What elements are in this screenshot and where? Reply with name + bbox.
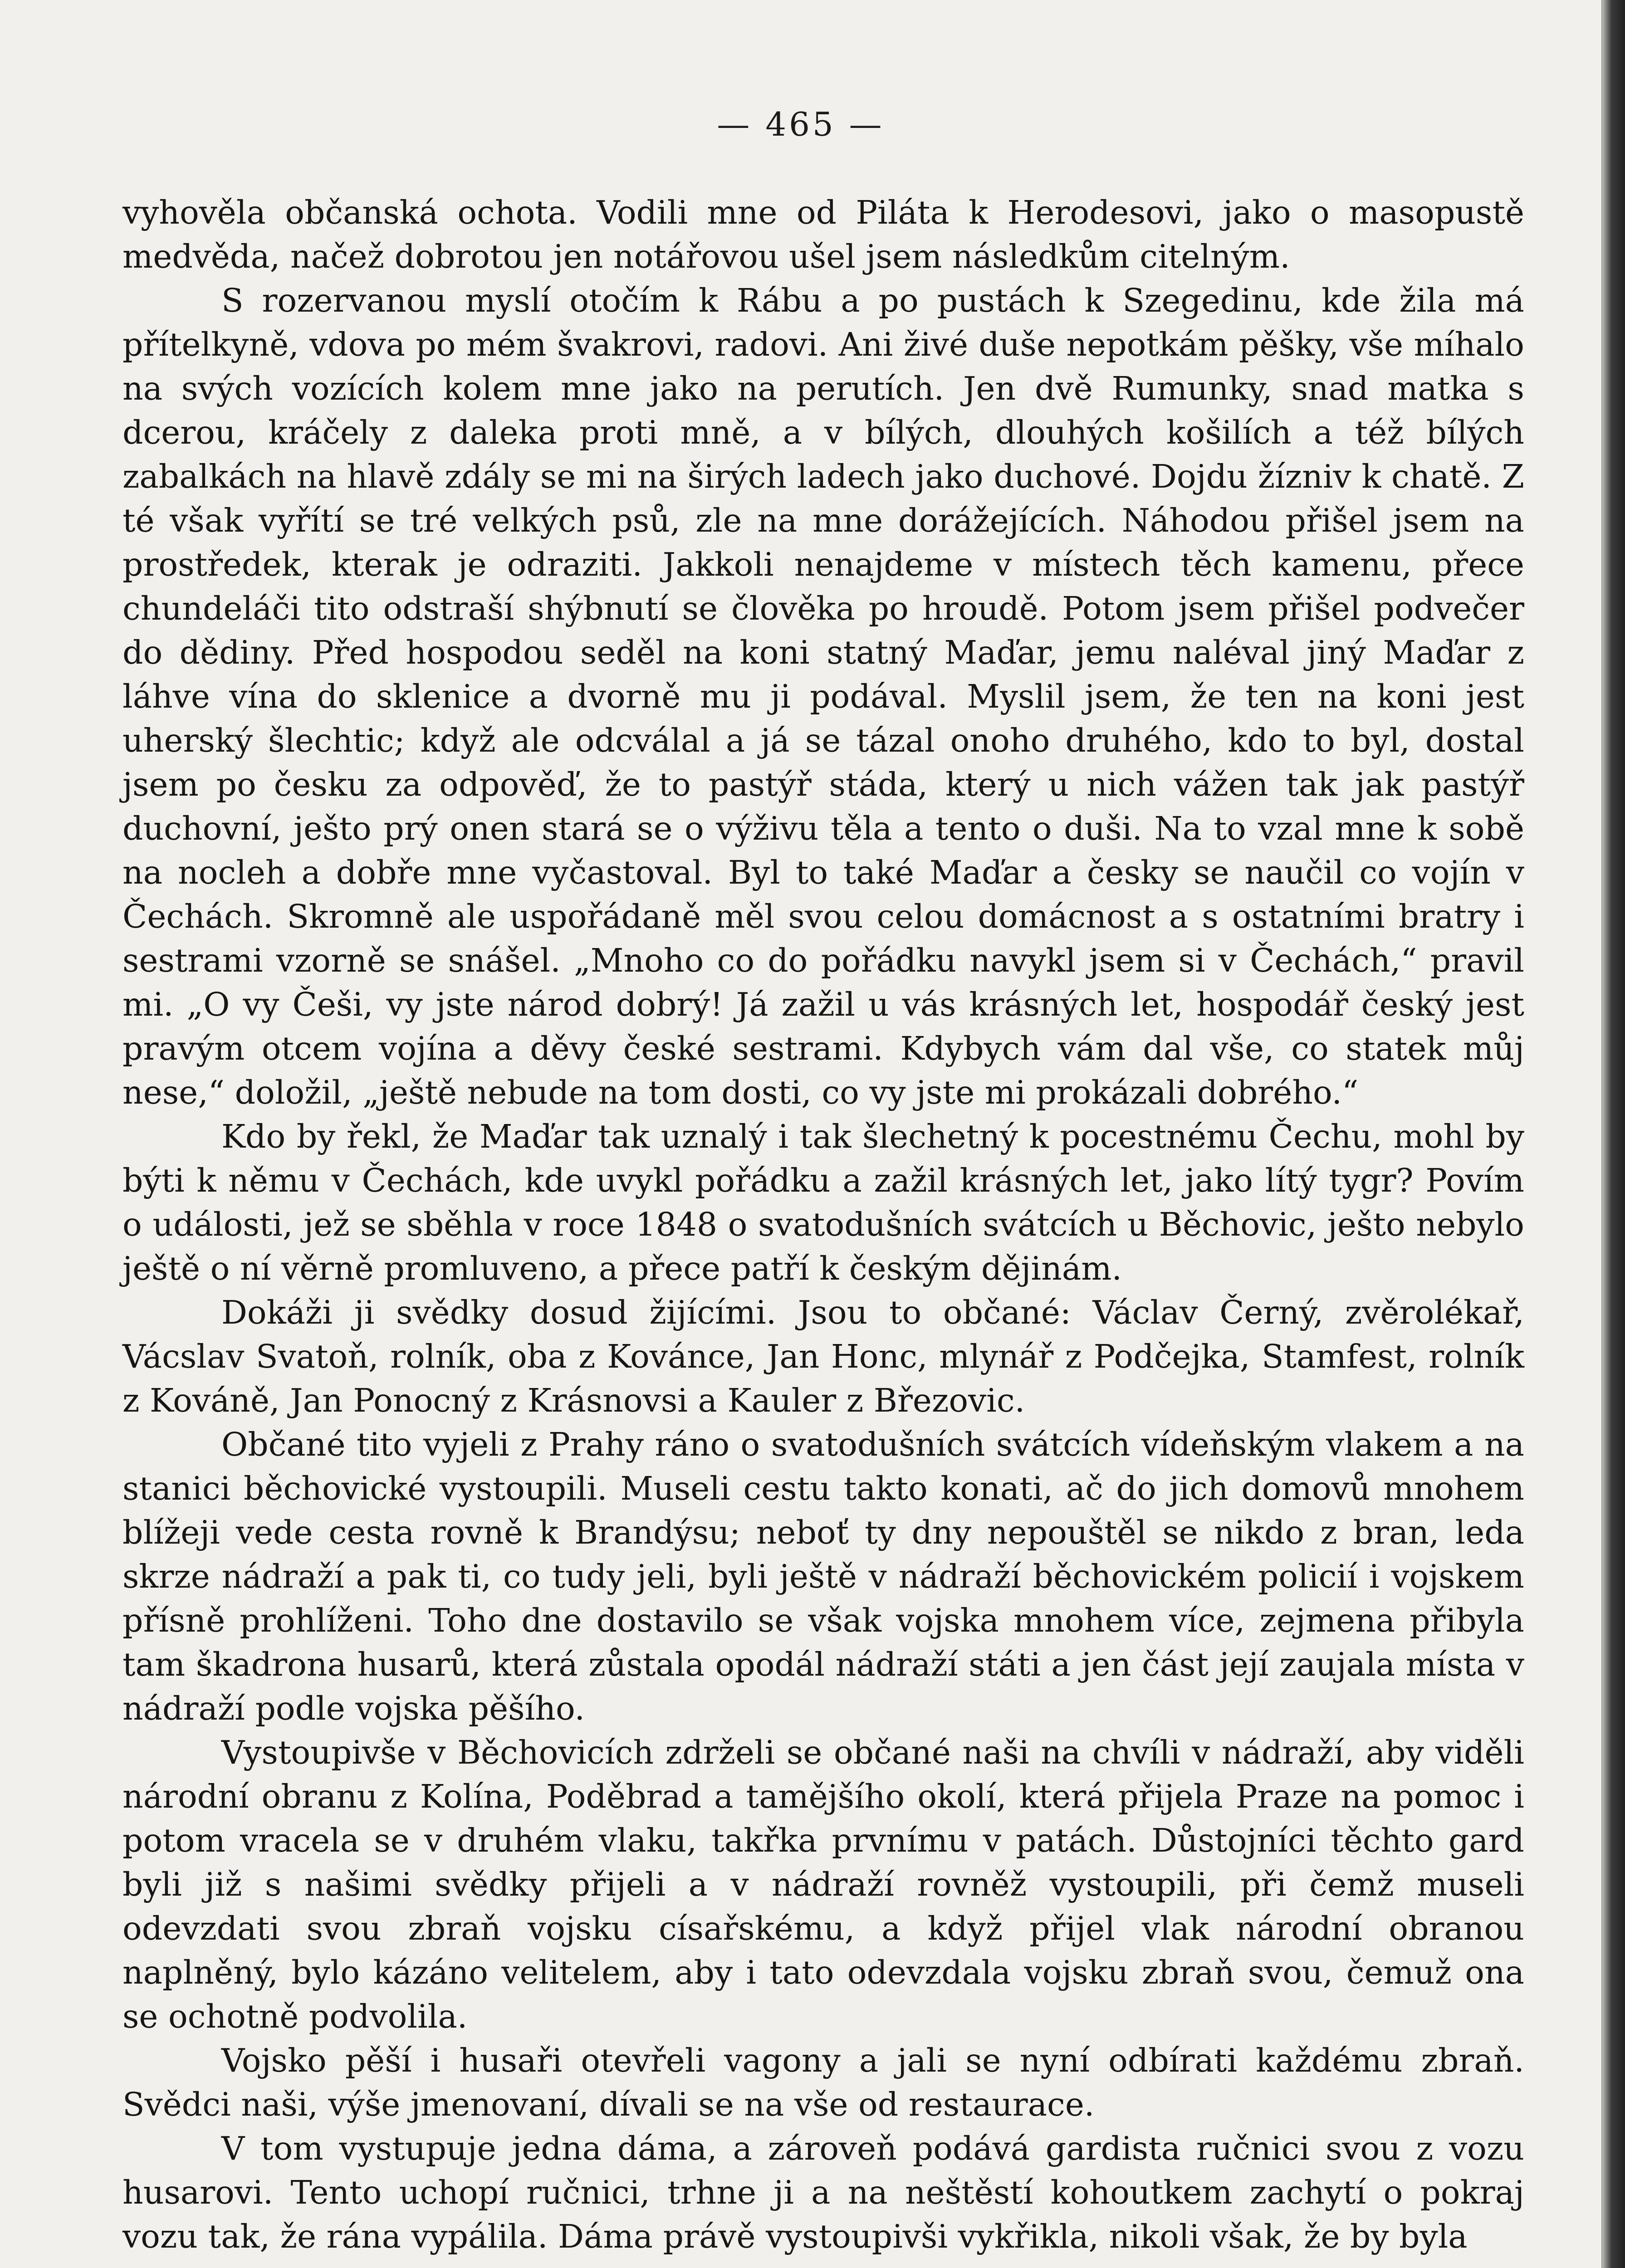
paragraph: V tom vystupuje jedna dáma, a zároveň podává gardista ručnici svou z vozu husarovi. Tento uchopí ručnici, trhne ji a na neštěstí kohoutkem zachytí o pokraj vozu tak, že rána vypálila. Dáma právě vystoupivši vykřikla, nikoli však, že by byla [122, 2130, 1524, 2255]
paragraph: Vystoupivše v Běchovicích zdrželi se občané naši na chvíli v nádraží, aby viděli národní obranu z Kolína, Poděbrad a tamějšího okolí, která přijela Praze na pomoc i potom vracela se v druhém vlaku, takřka prvnímu v patách. Důstojníci těchto gard byli již s našimi svědky přijeli a v nádraží rovněž vystoupili, při čemž museli odevzdati svou zbraň vojsku císařskému, a když přijel vlak národní obranou naplněný, bylo kázáno velitelem, aby i tato odevzdala vojsku zbraň svou, čemuž ona se ochotně podvolila. [122, 1734, 1524, 2035]
paragraph: Vojsko pěší i husaři otevřeli vagony a jali se nyní odbírati každému zbraň. Svědci naši, výše jmenovaní, dívali se na vše od restaurace. [122, 2042, 1524, 2123]
body-text [122, 191, 1524, 2258]
paragraph: Dokáži ji svědky dosud žijícími. Jsou to občané: Václav Černý, zvěrolékař, Vácslav Svatoň, rolník, oba z Kovánce, Jan Honc, mlynář z Podčejka, Stamfest, rolník z Kováně, Jan Ponocný z Krásnovsi a Kauler z Březovic. [122, 1294, 1524, 1419]
paragraph: vyhověla občanská ochota. Vodili mne od Piláta k Herodesovi, jako o masopustě medvěda, načež dobrotou jen notářovou ušel jsem následkům citelným. [122, 194, 1524, 275]
paragraph: S rozervanou myslí otočím k Rábu a po pustách k Szegedinu, kde žila má přítelkyně, vdova po mém švakrovi, radovi. Ani živé duše nepotkám pěšky, vše míhalo na svých vozících kolem mne jako na perutích. Jen dvě Rumunky, snad matka s dcerou, kráčely z daleka proti mně, a v bílých, dlouhých košilích a též bílých zabalkách na hlavě zdály se mi na širých ladech jako duchové. Dojdu žízniv k chatě. Z té však vyřítí se tré velkých psů, zle na mne dorážejících. Náhodou přišel jsem na prostředek, kterak je odraziti. Jakkoli nenajdeme v místech těch kamenu, přece chundeláči tito odstraší shýbnutí se člověka po hroudě. Potom jsem přišel podvečer do dědiny. Před hospodou seděl na koni statný Maďar, jemu naléval jiný Maďar z láhve vína do sklenice a dvorně mu ji podával. Myslil jsem, že ten na koni jest uherský šlechtic; když ale odcválal a já se tázal onoho druhého, kdo to byl, dostal jsem po česku za odpověď, že to pastýř stáda, který u nich vážen tak jak pastýř duchovní, ješto prý onen stará se o výživu těla a tento o duši. Na to vzal mne k sobě na nocleh a dobře mne vyčastoval. Byl to také Maďar a česky se naučil co vojín v Čechách. Skromně ale uspořádaně měl svou celou domácnost a s ostatními bratry i sestrami vzorně se snášel. „Mnoho co do pořádku navykl jsem si v Čechách,“ pravil mi. „O vy Češi, vy jste národ dobrý! Já zažil u vás krásných let, hospodář český jest pravým otcem vojína a děvy české sestrami. Kdybych vám dal vše, co statek můj nese,“ doložil, „ještě nebude na tom dosti, co vy jste mi prokázali dobrého.“ [122, 282, 1524, 1111]
page-number: — 465 — [717, 105, 885, 143]
paragraph: Občané tito vyjeli z Prahy ráno o svatodušních svátcích vídeňským vlakem a na stanici běchovické vystoupili. Museli cestu takto konati, ač do jich domovů mnohem blížeji vede cesta rovně k Brandýsu; neboť ty dny nepouštěl se nikdo z bran, leda skrze nádraží a pak ti, co tudy jeli, byli ještě v nádraží běchovickém policií i vojskem přísně prohlíženi. Toho dne dostavilo se však vojska mnohem více, zejmena přibyla tam škadrona husarů, která zůstala opodál nádraží státi a jen část její zaujala místa v nádraží podle vojska pěšího. [122, 1426, 1524, 1727]
paragraph: Kdo by řekl, že Maďar tak uznalý i tak šlechetný k pocestnému Čechu, mohl by býti k němu v Čechách, kde uvykl pořádku a zažil krásných let, jako lítý tygr? Povím o události, jež se sběhla v roce 1848 o svatodušních svátcích u Běchovic, ješto nebylo ještě o ní věrně promluveno, a přece patří k českým dějinám. [122, 1118, 1524, 1287]
scan-edge [1602, 0, 1625, 2268]
